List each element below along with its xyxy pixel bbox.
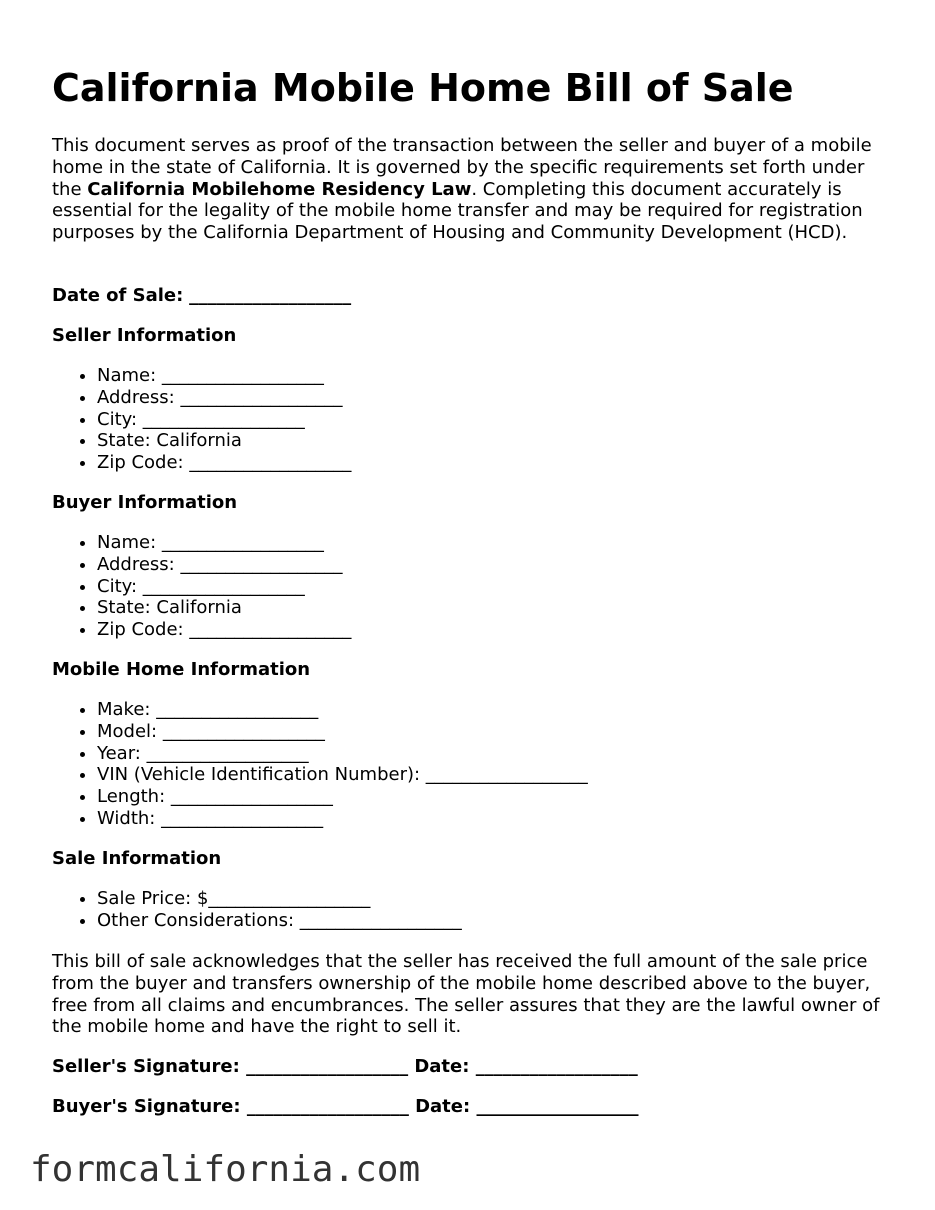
buyer-state: • State: California bbox=[97, 597, 351, 619]
other-considerations-field[interactable]: • Other Considerations: __________________ bbox=[97, 910, 462, 932]
sale-list bbox=[52, 888, 462, 932]
sale-heading: Sale Information bbox=[52, 848, 222, 869]
mobile-home-heading: Mobile Home Information bbox=[52, 659, 311, 680]
length-field[interactable]: • Length: __________________ bbox=[97, 786, 588, 808]
seller-heading: Seller Information bbox=[52, 325, 237, 346]
seller-city-field[interactable]: • City: __________________ bbox=[97, 409, 351, 431]
page-title: California Mobile Home Bill of Sale bbox=[52, 66, 794, 110]
seller-zip-field[interactable]: • Zip Code: __________________ bbox=[97, 452, 351, 474]
buyer-signature-label: Buyer's Signature: bbox=[52, 1096, 241, 1117]
site-watermark: formcalifornia.com bbox=[30, 1149, 421, 1190]
mobile-home-list bbox=[52, 699, 588, 830]
seller-date-label: Date: bbox=[414, 1056, 470, 1077]
width-field[interactable]: • Width: __________________ bbox=[97, 808, 588, 830]
seller-signature-label: Seller's Signature: bbox=[52, 1056, 240, 1077]
seller-name-field[interactable]: • Name: __________________ bbox=[97, 365, 351, 387]
buyer-date-field[interactable]: __________________ bbox=[476, 1096, 639, 1117]
date-of-sale-line bbox=[52, 285, 351, 307]
buyer-name-field[interactable]: • Name: __________________ bbox=[97, 532, 351, 554]
buyer-zip-field[interactable]: • Zip Code: __________________ bbox=[97, 619, 351, 641]
buyer-city-field[interactable]: • City: __________________ bbox=[97, 576, 351, 598]
buyer-signature-line bbox=[52, 1096, 638, 1118]
seller-signature-field[interactable]: __________________ bbox=[246, 1056, 409, 1077]
vin-field[interactable]: • VIN (Vehicle Identification Number): __________________ bbox=[97, 764, 588, 786]
buyer-list bbox=[52, 532, 351, 641]
intro-text-2: . Completing this document accurately is essential for the legality of the mobile home transfer and may be required for registration purposes by the California Department of Housing and Community Development (HCD). bbox=[52, 178, 863, 244]
seller-signature-line bbox=[52, 1056, 638, 1078]
intro-text-1: This document serves as proof of the transaction between the seller and buyer of a mobile home in the state of California. It is governed by the specific requirements set forth under the bbox=[52, 135, 872, 200]
seller-address-field[interactable]: • Address: __________________ bbox=[97, 387, 351, 409]
intro-paragraph bbox=[52, 135, 882, 244]
buyer-signature-field[interactable]: __________________ bbox=[246, 1096, 409, 1117]
intro-law-name: California Mobilehome Residency Law bbox=[87, 178, 472, 200]
buyer-date-label: Date: bbox=[415, 1096, 471, 1117]
seller-date-field[interactable]: __________________ bbox=[475, 1056, 638, 1077]
year-field[interactable]: • Year: __________________ bbox=[97, 743, 588, 765]
make-field[interactable]: • Make: __________________ bbox=[97, 699, 588, 721]
seller-list bbox=[52, 365, 351, 474]
buyer-heading: Buyer Information bbox=[52, 492, 238, 513]
buyer-address-field[interactable]: • Address: __________________ bbox=[97, 554, 351, 576]
model-field[interactable]: • Model: __________________ bbox=[97, 721, 588, 743]
seller-state: • State: California bbox=[97, 430, 351, 452]
closing-paragraph: This bill of sale acknowledges that the seller has received the full amount of the sale price from the buyer and transfers ownership of the mobile home described above to the buyer, free from all claims and encumbrances. The seller assures that they are the lawful owner of the mobile home and have the right to sell it. bbox=[52, 951, 880, 1038]
sale-price-field[interactable]: • Sale Price: $__________________ bbox=[97, 888, 462, 910]
date-of-sale-label: Date of Sale: bbox=[52, 285, 184, 306]
date-of-sale-field[interactable]: __________________ bbox=[189, 285, 352, 306]
